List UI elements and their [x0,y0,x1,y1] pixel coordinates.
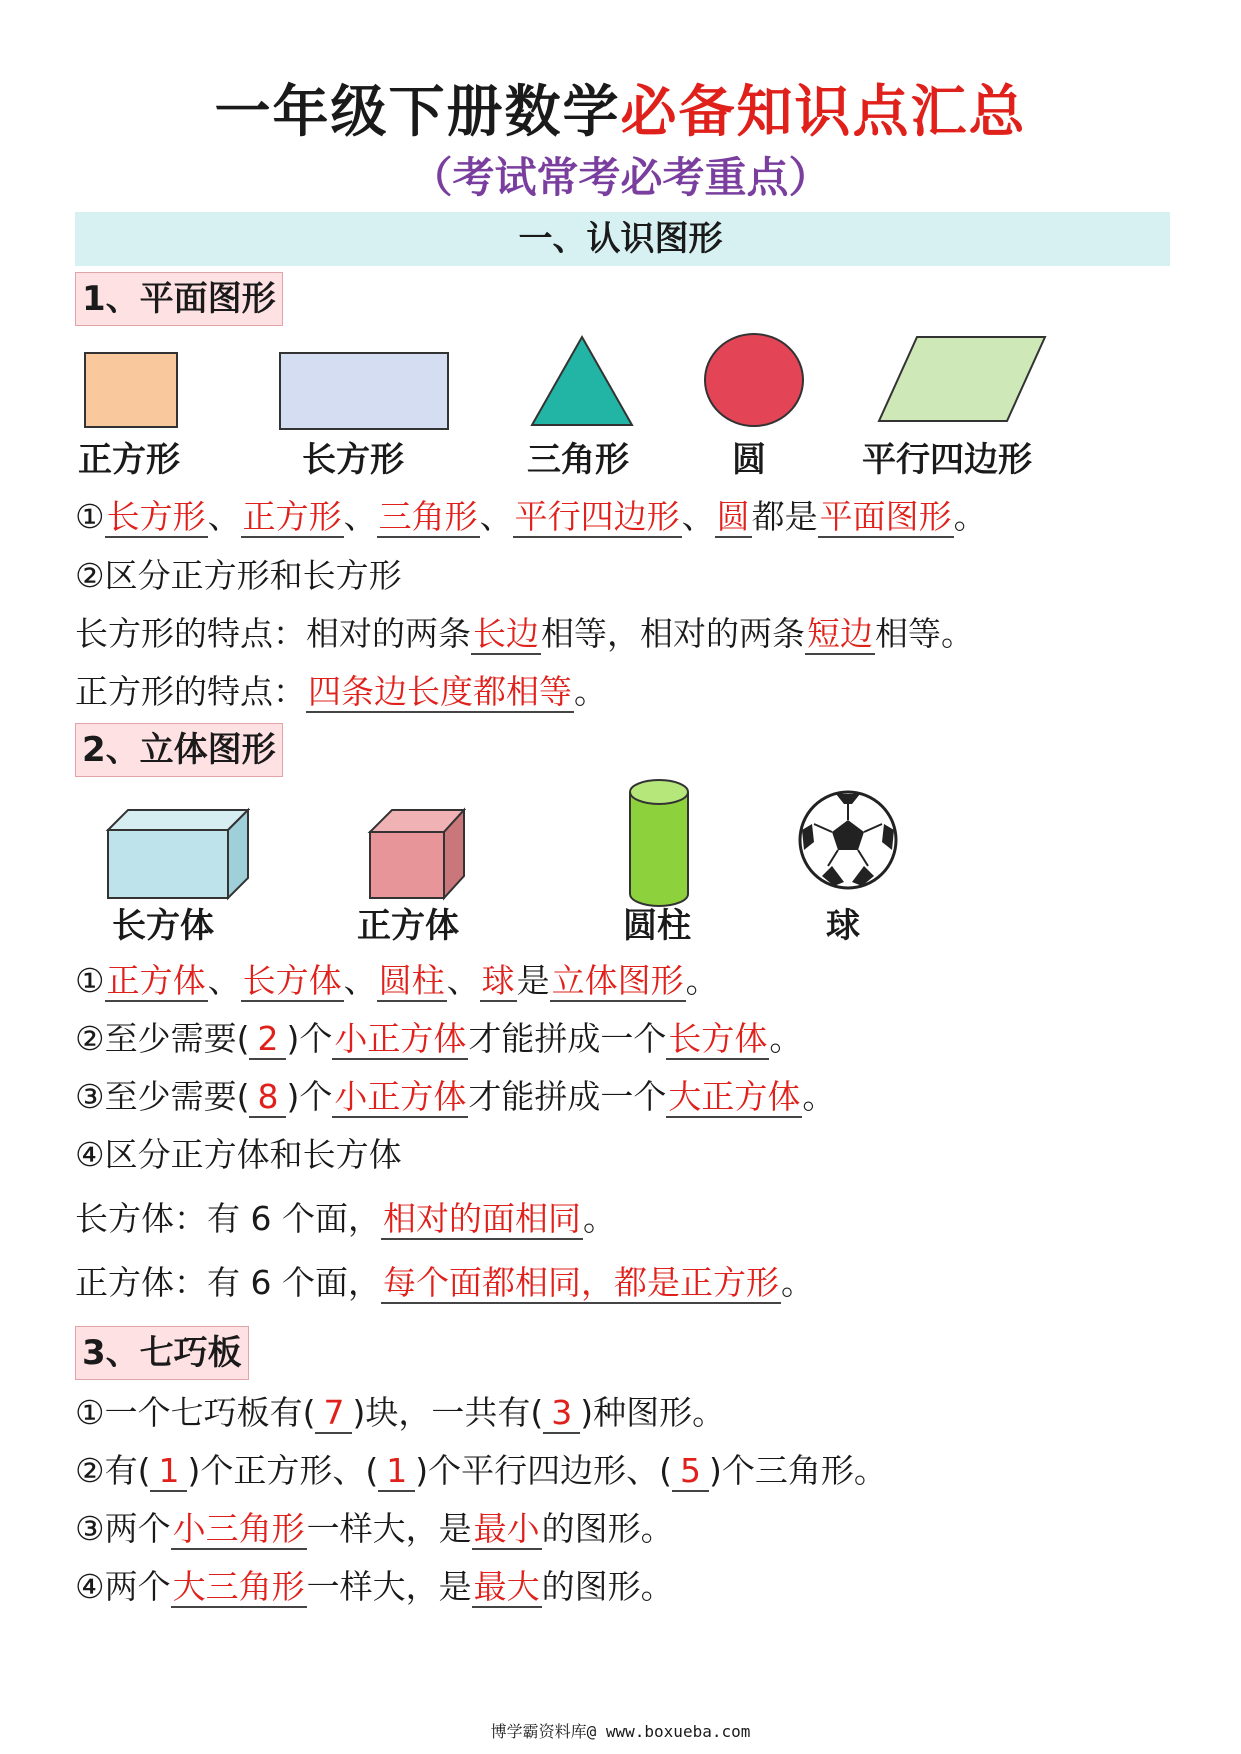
s2-line6: 正方体：有 6 个面，每个面都相同，都是正方形。 [75,1263,814,1302]
cuboid-shape [106,808,248,900]
label-triangle: 三角形 [527,440,629,480]
section3-heading: 3、七巧板 [75,1326,249,1380]
band-title: 一、认识图形 [518,219,723,259]
s3-line3: ③两个小三角形一样大，是最小的图形。 [75,1509,674,1548]
s2-line1: ①正方体、长方体、圆柱、球是立体图形。 [75,961,719,1000]
parallelogram-shape [877,335,1047,423]
label-ball: 球 [826,906,860,946]
s2-line5: 长方体：有 6 个面，相对的面相同。 [75,1199,616,1238]
title-part2: 必备知识点汇总 [620,80,1027,145]
label-parallelogram: 平行四边形 [862,440,1032,480]
cylinder-shape [628,778,690,908]
cube-shape [368,808,466,900]
s3-line2: ②有( 1 )个正方形、( 1 )个平行四边形、( 5 )个三角形。 [75,1451,887,1490]
label-square: 正方形 [78,440,180,480]
s1-line1: ①长方形、正方形、三角形、平行四边形、圆都是平面图形。 [75,497,987,536]
s1-line4: 正方形的特点：四条边长度都相等。 [75,672,607,711]
s3-line4: ④两个大三角形一样大，是最大的图形。 [75,1567,674,1606]
s3-line1: ①一个七巧板有( 7 )块，一共有( 3 )种图形。 [75,1393,726,1432]
label-cuboid: 长方体 [112,906,214,946]
label-cylinder: 圆柱 [623,906,691,946]
rectangle-shape [279,352,449,430]
square-shape [84,352,178,428]
section2-heading: 2、立体图形 [75,723,283,777]
page-subtitle: （考试常考必考重点） [410,153,831,202]
triangle-shape [530,335,634,427]
title-part1: 一年级下册数学 [214,80,621,145]
s2-line3: ③至少需要( 8 )个小正方体才能拼成一个大正方体。 [75,1077,836,1116]
label-circle: 圆 [732,440,766,480]
page-title [0,78,1241,148]
circle-shape [702,332,806,428]
ball-shape [798,790,898,890]
s1-line3: 长方形的特点：相对的两条长边相等，相对的两条短边相等。 [75,614,974,653]
footer-watermark[interactable]: 博学霸资料库@ www.boxueba.com [490,1722,751,1741]
label-rectangle: 长方形 [302,440,404,480]
s1-line2: ②区分正方形和长方形 [75,556,402,595]
s2-line4: ④区分正方体和长方体 [75,1135,402,1174]
section1-heading: 1、平面图形 [75,272,283,326]
label-cube: 正方体 [357,906,459,946]
s2-line2: ②至少需要( 2 )个小正方体才能拼成一个长方体。 [75,1019,803,1058]
